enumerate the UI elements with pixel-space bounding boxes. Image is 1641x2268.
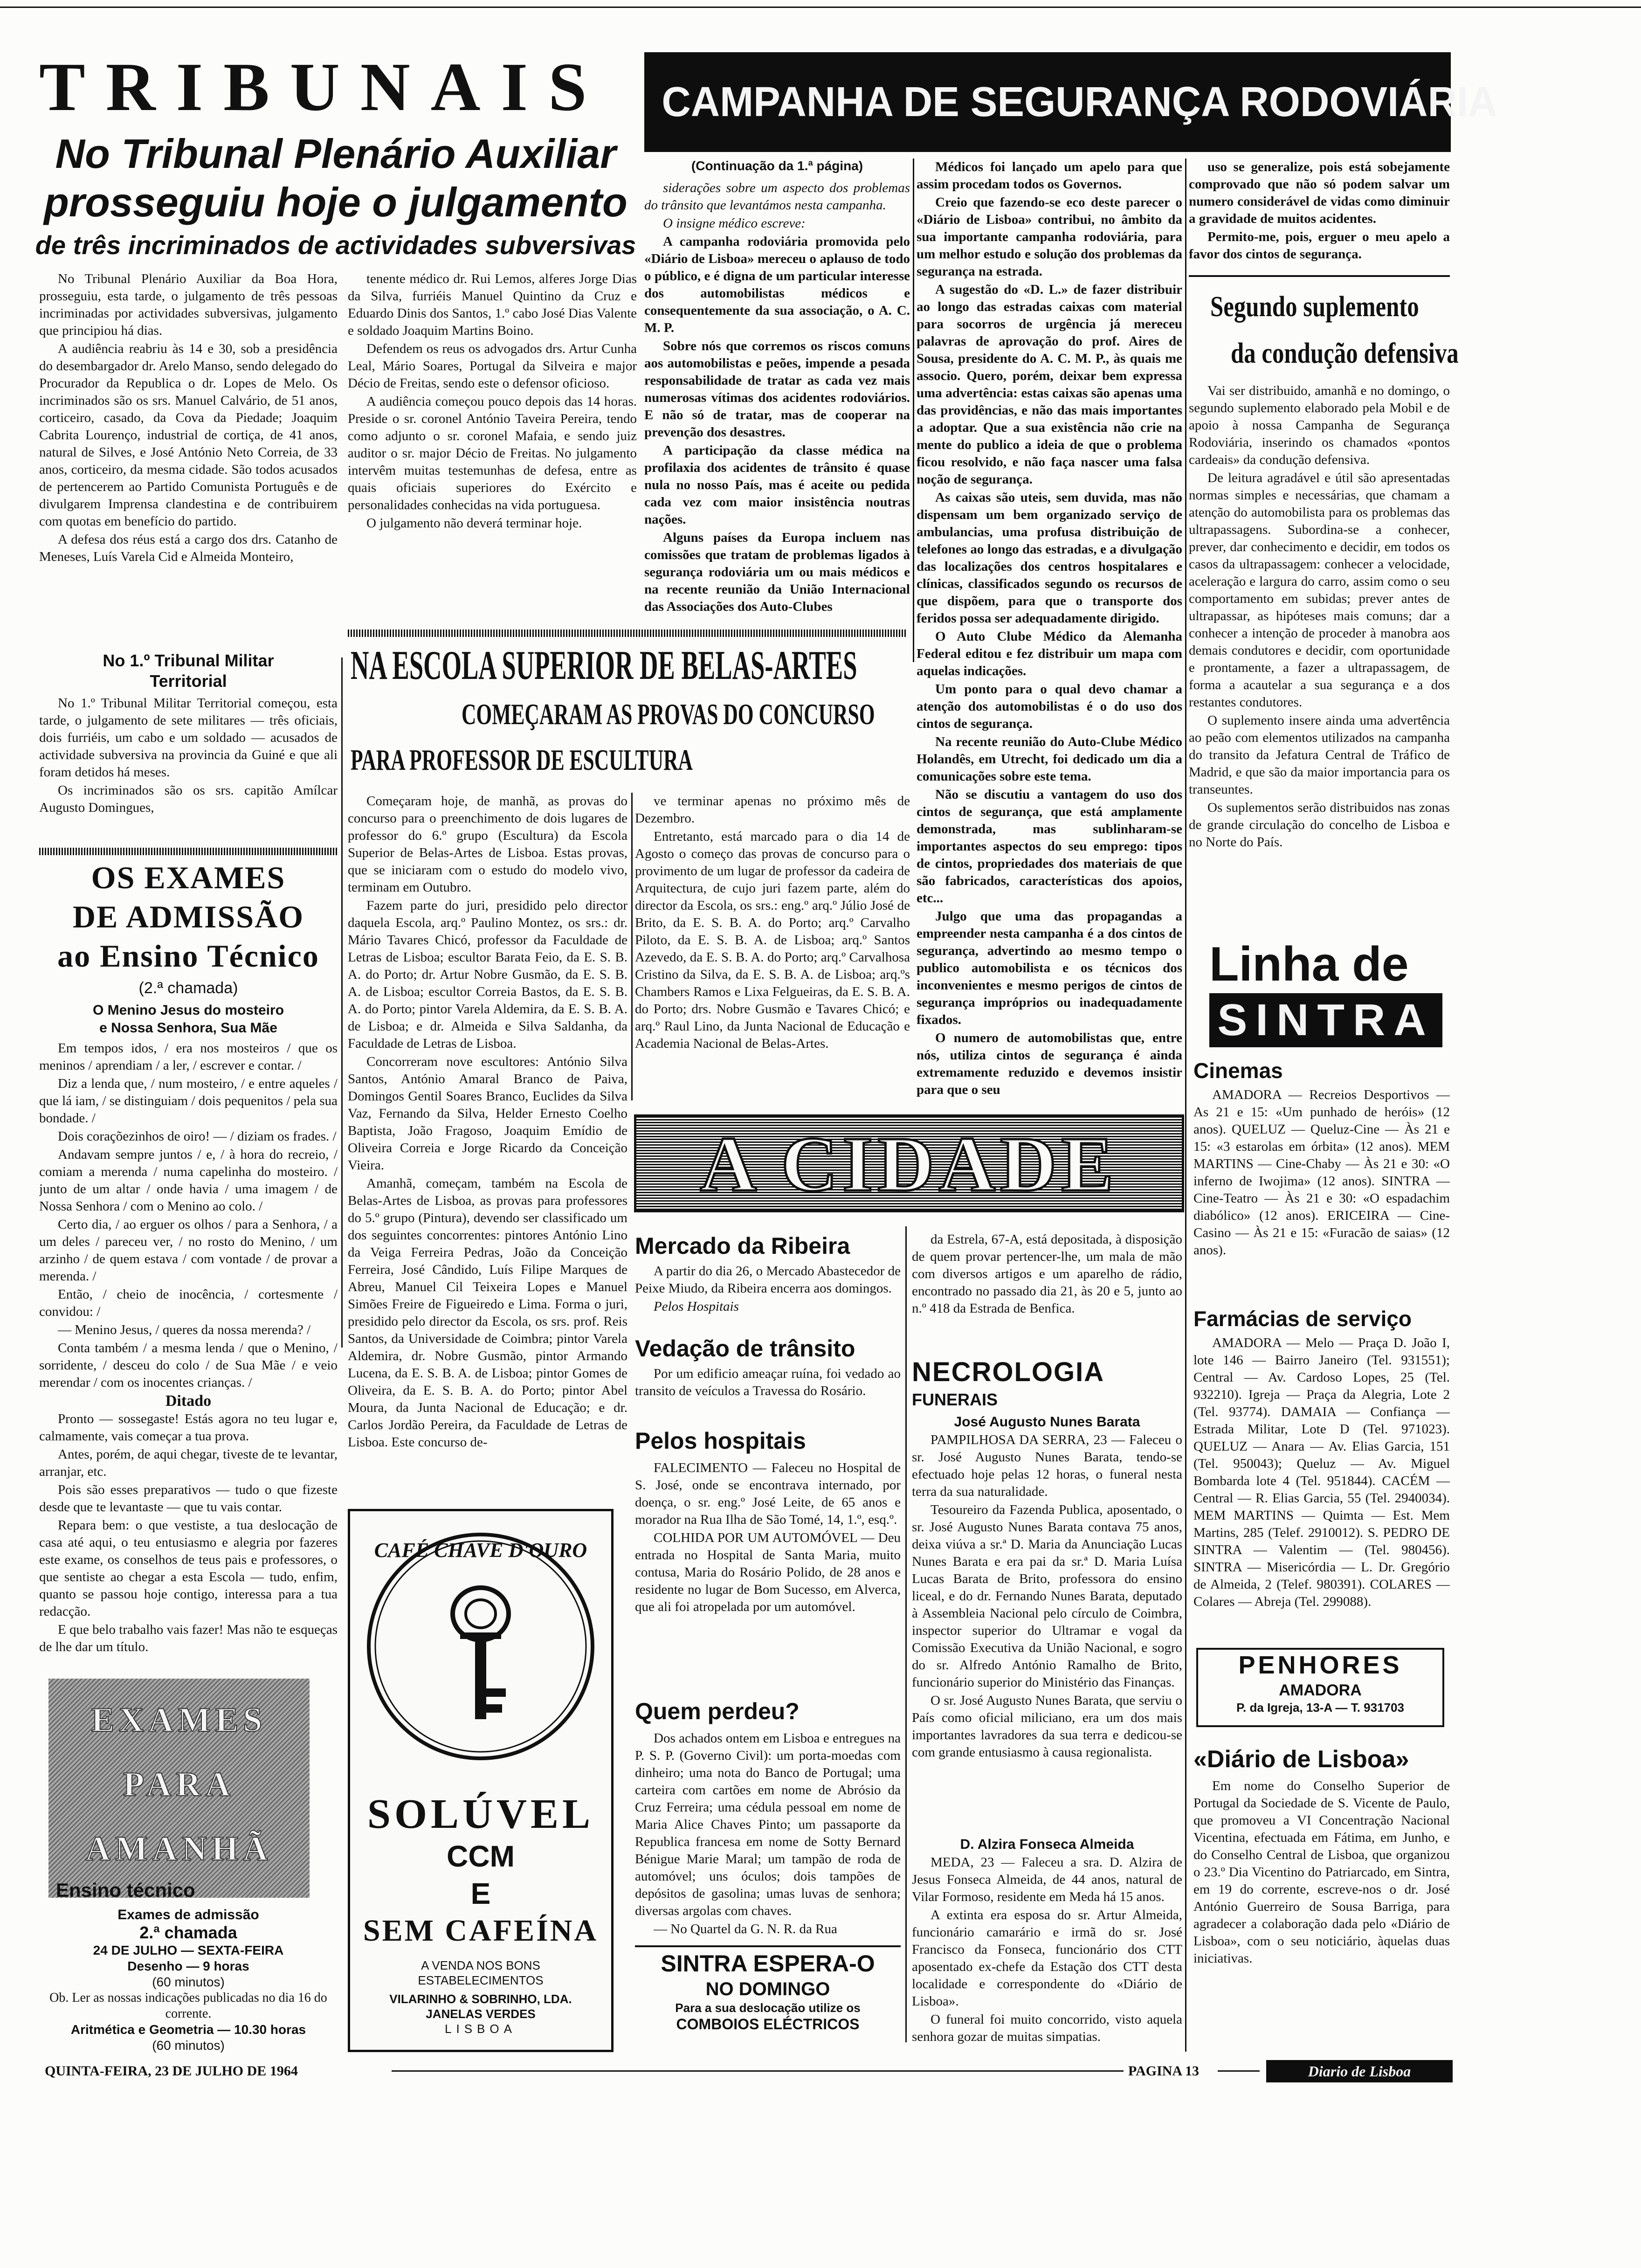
exames-heading-line: DE ADMISSÃO — [72, 899, 304, 934]
schedule-line: Exames de admissão — [117, 1907, 259, 1922]
column-rule — [913, 159, 914, 662]
campanha-paragraph: Não se discutiu a vantagem do uso dos cintos de segurança, que está amplamente demonstrada, mas sublinharam-se importantes aspectos do seu emprego: tipos de cintos, propriedades dos materiais de que são fabricados, características dos apoios, etc... — [917, 787, 1182, 906]
penhores-box — [1196, 1648, 1444, 1727]
tribunais-paragraph: O julgamento não deverá terminar hoje. — [366, 516, 582, 531]
poem-stanza: Então, / cheio de inocência, / cortesmente / convidou: / — [39, 1287, 338, 1319]
schedule-line: Desenho — 9 horas — [127, 1959, 249, 1973]
campanha-banner — [644, 52, 1497, 152]
tribunais-paragraph: A defesa dos réus está a cargo dos drs. Catanho de Meneses, Luís Varela Cid e Almeida Monteiro, — [39, 532, 338, 564]
sintra-ad — [635, 1949, 901, 2033]
exames-heading-line: OS EXAMES — [91, 860, 286, 895]
hospitais-body — [635, 1459, 901, 1688]
belas-artes-sub-text: PARA PROFESSOR DE ESCULTURA — [351, 743, 693, 776]
vedacao-body — [635, 1365, 901, 1423]
column-rule — [1185, 933, 1186, 2052]
campanha-paragraph: Alguns países da Europa incluem nas comissões que tratam de problemas ligados à segurança rodoviária um ou mais médicos e na recente reunião da União Internacional das Associações dos Auto-Clubes — [644, 530, 910, 614]
campanha-paragraph: uso se generalize, pois está sobejamente comprovado que não só podem salvar um numero considerável de vidas como diminuir a gravidade de muitos acidentes. — [1189, 159, 1450, 226]
belas-artes-sub-1 — [462, 697, 1069, 732]
cafe-line: CCM — [447, 1839, 515, 1873]
dl-note-paragraph: Em nome do Conselho Superior de Portugal da Sociedade de S. Vicente de Paulo, que promoveu a VI Concentração Nacional Vicentina, efectuada em Fátima, em Junho, e do Conselho Central de Lisboa, que organizou o 23.º Dia Vicentino do Patriarcado, em Sintra, em 19 do corrente, escreve-nos o dr. José António Guerreiro de Sousa Barriga, para agradecer a colaboração dada pelo «Diário de Lisboa», com o seu noticiário, àquelas duas iniciativas. — [1193, 1778, 1450, 1966]
poem-title-line: e Nossa Senhora, Sua Mãe — [99, 1020, 277, 1036]
cafe-brand: CAFÉ CHAVE D'OURO — [374, 1539, 587, 1562]
poem-stanza: — Menino Jesus, / queres da nossa merenda? / — [58, 1322, 311, 1337]
column-rule — [631, 793, 633, 1100]
campanha-paragraph: Permito-me, pois, erguer o meu apelo a favor dos cintos de segurança. — [1189, 229, 1450, 262]
penhores-place: AMADORA — [1279, 1681, 1362, 1699]
tribunais-paragraph: tenente médico dr. Rui Lemos, alferes Jorge Dias da Silva, furriéis Manuel Quintino da Cruz e Eduardo Dinis dos Santos, 1.º cabo José Dias Valente e soldado Joaquim Martins Boino. — [348, 271, 637, 338]
poem-stanza: Certo dia, / ao erguer os olhos / para a Senhora, / a um deles / pareceu ver, / no rosto do Menino, / um arzinho / de quem estava / com vontade / de provar a merenda. / — [39, 1217, 338, 1284]
campanha-column-2 — [917, 159, 1182, 1100]
poem-stanza: Andavam sempre juntos / e, / à hora do recreio, / comiam a merenda / numa capelinha do mosteiro. / junto de um altar / onde havia / uma imagem / de Nossa Senhora / com o Menino ao colo. / — [39, 1147, 338, 1214]
campanha-paragraph: As caixas são uteis, sem duvida, mas não dispensam um bem organizado serviço de ambulancias, uma profusa distribuição de telefones ao longo das estradas, e a divulgação das localizações dos centros hospitalares e clínicas, classificados segundo os recursos de que dispõem, para que o transporte dos feridos possa ser adequadamente dirigido. — [917, 490, 1182, 626]
vedacao-title: Vedação de trânsito — [635, 1335, 855, 1362]
campanha-continuation: (Continuação da 1.ª página) — [691, 159, 863, 173]
farmacias-list — [1193, 1335, 1450, 1633]
schedule-line: 2.ª chamada — [139, 1923, 237, 1942]
poem-title-line: O Menino Jesus do mosteiro — [92, 1003, 284, 1018]
tribunais-column-2 — [348, 270, 637, 662]
necrologia-paragraph: O sr. José Augusto Nunes Barata, que serviu o País como oficial miliciano, era um dos mais importantes lavradores da sua terra e dedicou-se com grande entusiasmo à causa regionalista. — [912, 1693, 1182, 1760]
hospitais-title: Pelos hospitais — [635, 1428, 806, 1454]
perdeu-paragraph: Dos achados ontem em Lisboa e entregues na P. S. P. (Governo Civil): um porta-moedas com dinheiro; uma nota do Banco de Portugal; uma carteira com cartões em nome de Abrósio da Cruz Ferreira; uma cédula pessoal em nome de Maria Alice Chaves Pinto; um passaporte da Republica francesa em nome de Sotty Bernard Bénigue Marie Maral; um tampão de roda de automóvel; uns óculos; dois tampões de depósitos de gasolina; umas luvas de senhora; diversas argolas com chaves. — [635, 1731, 901, 1918]
ribeira-body — [635, 1263, 901, 1321]
dl-note-title: «Diário de Lisboa» — [1193, 1746, 1409, 1773]
exames-amanha-box — [48, 1679, 310, 1898]
necrologia-body-2 — [912, 1854, 1182, 2054]
ditado-title: Ditado — [165, 1392, 212, 1410]
section-rule — [1189, 275, 1450, 277]
tribunais-paragraph: No Tribunal Plenário Auxiliar da Boa Hora, prosseguiu, esta tarde, o julgamento de três pessoas incriminadas por actividades subversivas, julgamento que principiou há dias. — [39, 271, 338, 338]
penhores-address: P. da Igreja, 13-A — T. 931703 — [1236, 1701, 1404, 1715]
cinemas-title: Cinemas — [1193, 1058, 1283, 1083]
schedule-line: Ob. Ler as nossas indicações publicadas no dia 16 do corrente. — [49, 1991, 327, 2021]
belas-artes-sub-2 — [351, 742, 854, 778]
poem-stanza: Em tempos idos, / era nos mosteiros / que os meninos / aprendiam / a ler, / escrever e contar. / — [39, 1041, 338, 1073]
belas-artes-column-2 — [635, 793, 910, 1100]
penhores-title: PENHORES — [1238, 1651, 1402, 1679]
cinemas-list — [1193, 1086, 1450, 1292]
perdeu-sign: — No Quartel da G. N. R. da Rua — [654, 1922, 837, 1936]
sintra-ad-line: Para a sua deslocação utilize os — [675, 2001, 861, 2015]
section-divider — [39, 848, 338, 855]
poem-stanza: Conta também / a mesma lenda / que o Menino, / sorridente, / desceu do colo / de Sua Mãe / e veio merendar / com os inocentes crianças. / — [39, 1341, 338, 1390]
ditado-paragraph: Pronto — sossegaste! Estás agora no teu lugar e, calmamente, vais começar a tua prova. — [39, 1411, 338, 1444]
necrologia-body-1 — [912, 1431, 1182, 1832]
farmacias-paragraph: AMADORA — Melo — Praça D. João I, lote 146 — Bairro Janeiro (Tel. 931551); Central — Av. Cardoso Lopes, 25 (Tel. 932210). Igreja — Praça da Alegria, Lote 2 (Tel. 93774). DAMAIA — Confiança — Estrada Militar, Lote D (Tel. 971023). QUELUZ — Anara — Av. Elias Garcia, 151 (Tel. 950043); Queluz — Av. Miguel Bombarda lote 4 (Tel. 951844). CACÉM — Central — R. Elias Garcia, 55 (Tel. 2940034). MEM MARTINS — Quimta — Est. Mem Martins, 285 (Telef. 2910012). S. PEDRO DE SINTRA — Valentim — (Tel. 980456). SINTRA — Misericórdia — L. Dr. Gregório de Almeida, 2 (Telef. 980391). COLARES — Colares — Abreja (Tel. 299088). — [1193, 1335, 1450, 1609]
cinemas-paragraph: AMADORA — Recreios Desportivos — As 21 e 15: «Um punhado de heróis» (12 anos). QUELUZ — Queluz-Cine — Às 21 e 15: «3 estarolas em órbita» (12 anos). MEM MARTINS — Cine-Chaby — Às 21 e 30: «O inferno de Iwojima» (12 anos). SINTRA — Cine-Teatro — Às 21 e 30: «O espadachim diabólico» (12 anos). ERICEIRA — Cine-Casino — Às 21 e 15: «Furacão de saias» (12 anos). — [1193, 1087, 1450, 1258]
militar-heading — [39, 650, 338, 691]
ribeira-title: Mercado da Ribeira — [635, 1233, 850, 1259]
sintra-ad-line: NO DOMINGO — [705, 1979, 830, 1999]
vedacao-paragraph: Por um edificio ameaçar ruína, foi vedado ao transito de veículos a Travessa do Rosário. — [635, 1366, 901, 1398]
footer-page: PAGINA 13 — [1128, 2063, 1199, 2079]
ditado-paragraph: Repara bem: o que vestiste, a tua deslocação de casa até aqui, o teu entusiasmo e alegria por fazeres este exame, os conselhos de teus pais e professores, o que sentiste ao chegar a esta Escola — tudo, enfim, quanto se passou hoje contigo, interessa para a tua redacção. — [39, 1518, 338, 1619]
schedule-line: Aritmética e Geometria — 10.30 horas — [70, 2022, 306, 2037]
tribunais-paragraph: A audiência reabriu às 14 e 30, sob a presidência do desembargador dr. Arelo Manso, sendo delegado do Procurador da Republica o dr. Lopes de Melo. Os incriminados são os srs. Manuel Calvário, de 51 anos, corticeiro, casado, da Cova da Piedade; Joaquim Cabrita Lourenço, industrial de cortiça, de 41 anos, natural de Silves, e José António Neto Correia, de 33 anos, corticeiro, da mesma cidade. São todos acusados de pertencerem ao Partido Comunista Português e de divulgarem Imprensa clandestina e de contribuirem com quotas em benefício do partido. — [39, 341, 338, 529]
campanha-paragraph: Julgo que uma das propagandas a empreender nesta campanha é a dos cintos de segurança, advertindo ao mesmo tempo o publico automobilista e os técnicos dos inconvenientes e mesmo perigos de cintos de segurança impróprios ou inadequadamente fixados. — [917, 909, 1182, 1027]
campanha-column-1 — [644, 180, 910, 646]
tribunais-heading: TRIBUNAIS — [39, 49, 607, 125]
necrologia-paragraph: A extinta era esposa do sr. Artur Almeida, funcionário camarário e irmã do sr. José Francisco da Fonseca, funcionário dos CTT aposentado ex-chefe da Estação dos CTT desta localidade e correspondente do «Diário de Lisboa». — [912, 1908, 1182, 2009]
cafe-vendor-line: LISBOA — [445, 2022, 517, 2036]
campanha-paragraph: A participação da classe médica na profilaxia dos acidentes de trânsito é quase nula no nosso País, mas é aceite ou pedida cada vez com maior insistência noutras nações. — [644, 443, 910, 527]
campanha-insigne: O insigne médico escreve: — [663, 216, 806, 231]
exames-heading — [39, 858, 338, 975]
necrologia-paragraph: PAMPILHOSA DA SERRA, 23 — Faleceu o sr. José Augusto Nunes Barata, tendo-se efectuado hoje pelas 12 horas, o funeral nesta terra da sua naturalidade. — [912, 1432, 1182, 1499]
necrologia-heading: NECROLOGIA — [912, 1357, 1105, 1387]
suplemento-paragraph: O suplemento insere ainda uma advertência ao peão com elementos utilizados na campanha do transito da Jefatura Central de Tráfico de Madrid, e que são da maior importancia para os transeuntes. — [1189, 713, 1450, 797]
campanha-column-3 — [1189, 159, 1450, 270]
necrologia-paragraph: O funeral foi muito concorrido, visto aquela senhora gozar de muitas simpatias. — [912, 2012, 1182, 2044]
sintra-heading-1: Linha de — [1209, 937, 1409, 991]
footer-date: QUINTA-FEIRA, 23 DE JULHO DE 1964 — [45, 2063, 298, 2079]
tribunais-headline-2: prosseguiu hoje o julgamento — [44, 179, 627, 225]
suplemento-heading-1 — [1210, 289, 1465, 325]
suplemento-heading-text: da condução defensiva — [1231, 338, 1459, 369]
cidade-banner-text: A CIDADE — [700, 1121, 1118, 1208]
schedule-line: 24 DE JULHO — SEXTA-FEIRA — [93, 1943, 284, 1957]
dl-note-body — [1193, 1777, 1450, 2057]
militar-heading-line: Territorial — [150, 671, 227, 691]
suplemento-paragraph: De leitura agradável e útil são apresentadas normas simples e necessárias, que chamam a atenção do automobilista para os problemas das ultrapassagens. Subordina-se a conhecer, prever, dar conhecimento e decidir, em todos os casos da ultrapassagem: conhecer a velocidade, aceleração e largura do carro, assim como o seu comportamento em subidas; prever antes de ultrapassar, as hipóteses mais comuns; dar a conhecer a intenção de proceder à manobra aos demais condutores e decidir, com oportunidade e prontamente, a fazer a ultrapassagem, de forma a acautelar a sua segurança e a dos restantes condutores. — [1189, 470, 1450, 710]
perdeu-title: Quem perdeu? — [635, 1698, 800, 1724]
tribunais-headline-1: No Tribunal Plenário Auxiliar — [55, 131, 616, 177]
schedule-line: (60 minutos) — [152, 2038, 225, 2053]
estrela-body — [912, 1231, 1182, 1357]
poem-title — [39, 1002, 338, 1037]
footer-rule — [392, 2070, 1124, 2072]
belas-artes-paragraph: Começaram hoje, de manhã, as provas do concurso para o preenchimento de dois lugares de professor do 6.º grupo (Escultura) da Escola Superior de Belas-Artes de Lisboa. Estas provas, que se iniciaram com o estudo do modelo vivo, terminam em Outubro. — [348, 794, 627, 895]
belas-artes-heading-text: NA ESCOLA SUPERIOR DE BELAS-ARTES — [351, 643, 857, 688]
campanha-paragraph: O Auto Clube Médico da Alemanha Federal editou e fez distribuir um mapa com aquelas indicações. — [917, 629, 1182, 678]
necrologia-name: D. Alzira Fonseca Almeida — [960, 1837, 1134, 1852]
belas-artes-paragraph: Entretanto, está marcado para o dia 14 de Agosto o começo das provas de concurso para o provimento de um lugar de professor da cadeira de Arquitectura, de cujo juri fazem parte, além do director da Escola, os srs.: eng.º arq.º Júlio José de Brito, da E. S. B. A. do Porto; arq.º Carvalho Piloto, da E. S. B. A. de Lisboa; arq.º Santos Azevedo, da E. S. B. A. do Porto; arq.º Carvalhosa Cristino da Silva, da E. S. B. A. de Lisboa; arq.ºs Chambers Ramos e Lixa Felgueiras, da E. S. B. A. do Porto; drs. Nobre Gusmão e Tavares Chicó; e arq.º Raul Lino, da Junta Nacional de Educação e Academia Nacional de Belas-Artes. — [635, 829, 910, 1051]
sintra-heading-2: SINTRA — [1209, 993, 1442, 1047]
section-divider — [348, 629, 907, 637]
exames-amanha-text: EXAMES PARA AMANHÃ — [85, 1701, 273, 1868]
campanha-banner-text: CAMPANHA DE SEGURANÇA RODOVIÁRIA — [662, 79, 1497, 125]
tribunais-column-1 — [39, 270, 338, 653]
box-subhead: Ensino técnico — [56, 1879, 195, 1901]
tribunais-paragraph: Defendem os reus os advogados drs. Artur Cunha Leal, Mário Soares, Portugal da Silveira e major Décio de Freitas, sendo este o defensor oficioso. — [348, 341, 637, 391]
cafe-sale — [350, 1958, 611, 1988]
column-rule — [905, 1226, 907, 2042]
campanha-paragraph: Médicos foi lançado um apelo para que assim procedam todos os Governos. — [917, 159, 1182, 192]
suplemento-heading-text: Segundo suplemento — [1210, 291, 1419, 323]
belas-artes-column-1 — [348, 793, 627, 1492]
poem-stanza: Dois coraçõezinhos de oiro! — / diziam os frades. / — [58, 1129, 337, 1144]
hospitais-paragraph: COLHIDA POR UM AUTOMÓVEL — Deu entrada no Hospital de Santa Maria, muito contusa, Maria do Rosário Polido, de 28 anos e residente no lugar de Bom Sucesso, em Alverca, que ali foi atropelada por um automóvel. — [635, 1530, 901, 1614]
exames-schedule — [39, 1907, 338, 2054]
ditado-paragraph: E que belo trabalho vais fazer! Mas não te esqueças de lhe dar um título. — [39, 1622, 338, 1654]
column-rule — [341, 657, 343, 1348]
tribunais-subhead: de três incriminados de actividades subversivas — [35, 230, 636, 260]
schedule-line: (60 minutos) — [152, 1975, 225, 1989]
belas-artes-sub-text: COMEÇARAM AS PROVAS DO CONCURSO — [462, 698, 875, 731]
cafe-sale-line: A VENDA NOS BONS — [421, 1958, 540, 1972]
footer-rule — [1218, 2070, 1260, 2072]
necrologia-paragraph: Tesoureiro da Fazenda Publica, aposentado, o sr. José Augusto Nunes Barata contava 75 anos, deixa viúva a sr.ª D. Maria da Anunciação Lucas Nunes Barata e era pai da sr.ª D. Maria Luísa Lucas Barata de Brito, professora do ensino liceal, e do dr. Fernando Nunes Barata, deputado à Assembleia Nacional pelo círculo de Coimbra, inspector superior do Ultramar e vogal da Comissão Executiva da União Nacional, e sogro do sr. Alfredo António Ramalho de Brito, funcionário superior do Ministério das Finanças. — [912, 1502, 1182, 1690]
section-rule — [635, 1945, 901, 1947]
cafe-line: SEM CAFEÍNA — [363, 1914, 599, 1948]
campanha-paragraph: O numero de automobilistas que, entre nós, utiliza cintos de segurança é ainda extremamente reduzido e devemos insistir para que o seu — [917, 1030, 1182, 1097]
poem-stanza: Diz a lenda que, / num mosteiro, / e entre aqueles / que lá iam, / se distinguiam / dois pequenitos / pela sua bondade. / — [39, 1076, 338, 1126]
cafe-ad — [348, 1509, 614, 2052]
ribeira-paragraph: A partir do dia 26, o Mercado Abastecedor de Peixe Miudo, da Ribeira encerra aos domingos. — [635, 1264, 901, 1296]
ditado-paragraph: Pois são esses preparativos — tudo o que fizeste desde que te levantaste — que tu vais contar. — [39, 1482, 338, 1514]
belas-artes-paragraph: Amanhã, começam, também na Escola de Belas-Artes de Lisboa, as provas para professores do 5.º grupo (Pintura), devendo ser classificado um dos seguintes concorrentes: pintores António Lino da Veiga Ferreira Pedras, João da Conceição Ferreira, José Cândido, Luís Filipe Marques de Abreu, Manuel Cil Teixeira Lopes e Manuel Simões Freire de Figueiredo e Lima. Forma o juri, presidido pelo director da Escola, os srs. prof. Reis Santos, da Universidade de Coimbra; pintor Varela Aldemira, dr. Nobre Gusmão, pintor Armando Lucena, da E. S. B. A. de Lisboa; pintor Gomes de Oliveira, da E. S. B. A. do Porto; pintor Abel Moura, da Junta Nacional de Educação; e dr. Carlos Jordão Pereira, da Faculdade de Letras de Lisboa. Este concurso de- — [348, 1176, 627, 1450]
militar-paragraph: No 1.º Tribunal Militar Territorial começou, esta tarde, o julgamento de sete militares — três oficiais, dois furriéis, um cabo e um soldado — acusados de actividade subversiva na provincia da Guiné e que ali foram detidos há meses. — [39, 696, 338, 780]
top-rule — [0, 7, 1641, 8]
cafe-line: E — [470, 1877, 491, 1910]
necrologia-name: José Augusto Nunes Barata — [954, 1414, 1140, 1430]
belas-artes-paragraph: ve terminar apenas no próximo mês de Dezembro. — [635, 794, 910, 826]
suplemento-paragraph: Os suplementos serão distribuidos nas zonas de grande circulação do concelho de Lisboa e no Norte do País. — [1189, 800, 1450, 850]
campanha-paragraph: A sugestão do «D. L.» de fazer distribuir ao longo das estradas caixas com material para socorros de urgência já mereceu palavras de aprovação do prof. Aires de Sousa, presidente do A. C. M. P., às quais me associo. Quero, porém, deixar bem expressa uma advertência: estas caixas são apenas uma das providências, e não das mais importantes a adoptar. Que a sua existência não crie na mente do publico a ideia de que o problema ficou resolvido, e não faça nascer uma falsa noção de segurança. — [917, 282, 1182, 487]
campanha-paragraph: Sobre nós que corremos os riscos comuns aos automobilistas e peões, impende a pesada responsabilidade de tratar as cada vez mais numerosas vítimas dos acidentes rodoviários. E não só de tratar, mas de cooperar na prevenção dos desastres. — [644, 339, 910, 440]
cafe-sale-line: ESTABELECIMENTOS — [418, 1973, 544, 1987]
perdeu-body — [635, 1730, 901, 1949]
campanha-paragraph: A campanha rodoviária promovida pelo «Diário de Lisboa» mereceu o aplauso de todo o público, e é digna de um particular interesse dos automobilistas médicos e consequentemente da sua associação, o A. C. M. P. — [644, 234, 910, 335]
belas-artes-paragraph: Fazem parte do juri, presidido pelo director daquela Escola, arq.º Paulino Montez, os srs.: dr. Mário Tavares Chicó, professor da Faculdade de Letras de Lisboa; escultor Barata Feio, da E. S. B. A. do Porto; dr. Artur Nobre Gusmão, da E. S. B. A. de Lisboa; escultor Correia Bastos, da E. S. B. A. do Porto; pintor Varela Aldemira, da E. S. B. A. de Lisboa; e dr. Almeida e Silva Saldanha, da Faculdade de Letras de Lisboa. — [348, 898, 627, 1051]
sintra-ad-line: SINTRA ESPERA-O — [661, 1950, 875, 1977]
estrela-paragraph: da Estrela, 67-A, está depositada, à disposição de quem provar pertencer-lhe, um mala de mão com diversos artigos e um aparelho de rádio, encontrado no passado dia 21, às 20 e 5, junto ao n.º 418 da Estrada de Benfica. — [912, 1232, 1182, 1316]
ribeira-sign: Pelos Hospitais — [654, 1299, 739, 1314]
hospitais-paragraph: FALECIMENTO — Faleceu no Hospital de S. José, onde se encontrava internado, por doença, o sr. eng.º José Leite, de 65 anos e morador na Rua Ilha de São Tomé, 14, 1.º, esq.º. — [635, 1460, 901, 1527]
tribunais-paragraph: A audiência começou pouco depois das 14 horas. Preside o sr. coronel António Taveira Pereira, tendo como adjunto o sr. coronel Mafaia, e sendo juiz auditor o sr. major Décio de Freitas. No julgamento intervêm muitas testemunhas de defesa, entre as quais oficiais superiores do Exército e personalidades conhecidas na vida portuguesa. — [348, 394, 637, 512]
exames-chamada: (2.ª chamada) — [138, 979, 238, 997]
militar-column — [39, 695, 338, 853]
necrologia-sub: FUNERAIS — [912, 1390, 998, 1409]
farmacias-title: Farmácias de serviço — [1193, 1307, 1412, 1331]
exames-heading-line: ao Ensino Técnico — [57, 938, 319, 974]
militar-paragraph: Os incriminados são os srs. capitão Amílcar Augusto Domingues, — [39, 783, 338, 815]
suplemento-column — [1189, 382, 1450, 928]
belas-artes-heading — [351, 643, 1167, 689]
footer-masthead: Diario de Lisboa — [1266, 2060, 1453, 2082]
campanha-paragraph: Creio que fazendo-se eco deste parecer o «Diário de Lisboa» contribui, no âmbito da sua importante campanha rodoviária, para um melhor estudo e solução dos problemas da segurança na estrada. — [917, 195, 1182, 279]
campanha-paragraph: Um ponto para o qual devo chamar a atenção dos automobilistas é o do uso dos cintos de segurança. — [917, 682, 1182, 731]
ditado-paragraph: Antes, porém, de aqui chegar, tiveste de te levantar, arranjar, etc. — [39, 1447, 338, 1479]
campanha-paragraph: Na recente reunião do Auto-Clube Médico Holandês, em Utrecht, foi dedicado um dia a comunicações sobre este tema. — [917, 734, 1182, 784]
suplemento-heading-2 — [1231, 336, 1509, 371]
cafe-vendor — [350, 1991, 611, 2036]
suplemento-paragraph: Vai ser distribuido, amanhã e no domingo, o segundo suplemento elaborado pela Mobil e de apoio à nossa Campanha de Segurança Rodoviária, inserindo os chamados «pontos cardeais» da condução defensiva. — [1189, 383, 1450, 467]
belas-artes-paragraph: Concorreram nove escultores: António Silva Santos, António Amaral Branco de Paiva, Domingos Gentil Soares Branco, Euclides da Silva Vaz, Fernando da Silva, Helder Ernesto Coelho Baptista, João Fragoso, Joaquim Emídio de Oliveira Correia e Jorge Ricardo da Conceição Vieira. — [348, 1054, 627, 1173]
cafe-vendor-line: VILARINHO & SOBRINHO, LDA. — [389, 1992, 572, 2006]
necrologia-paragraph: MEDA, 23 — Faleceu a sra. D. Alzira de Jesus Fonseca Almeida, de 44 anos, natural de Vilar Formoso, residente em Meda há 15 anos. — [912, 1855, 1182, 1904]
sintra-ad-line: COMBOIOS ELÉCTRICOS — [676, 2016, 860, 2033]
campanha-italic-intro: siderações sobre um aspecto dos problemas do trânsito que levantámos nesta campanha. — [644, 180, 910, 213]
cafe-product: SOLÚVEL — [367, 1791, 594, 1837]
cafe-vendor-line: JANELAS VERDES — [426, 2007, 536, 2021]
cidade-banner — [634, 1114, 1184, 1212]
militar-heading-line: No 1.º Tribunal Militar — [103, 651, 274, 670]
